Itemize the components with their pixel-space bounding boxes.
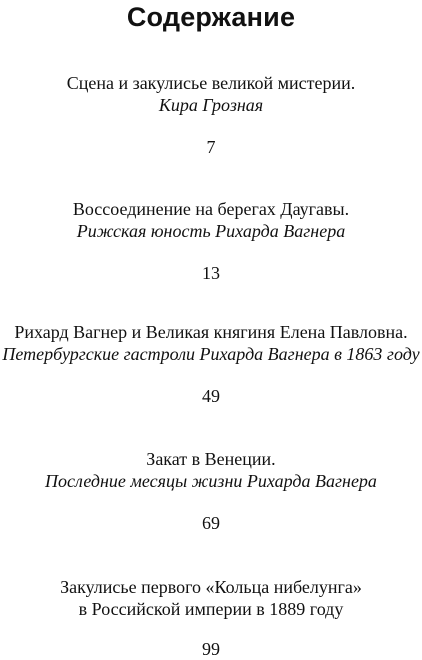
entry-subtitle: в Российской империи в 1889 году <box>78 599 344 619</box>
entry-heading: Сцена и закулисье великой мистерии. <box>66 73 356 93</box>
toc-entry <box>0 321 422 407</box>
entry-heading: Рихард Вагнер и Великая княгиня Елена Павловна. <box>14 322 408 342</box>
toc-entry <box>0 576 422 660</box>
entry-page-number: 49 <box>202 386 220 406</box>
entry-page-number: 7 <box>206 137 216 157</box>
entry-heading: Закат в Венеции. <box>146 449 276 469</box>
entry-subtitle: Последние месяцы жизни Рихарда Вагнера <box>45 471 377 491</box>
entry-subtitle: Петербургские гастроли Рихарда Вагнера в 1863 году <box>2 344 420 364</box>
entry-heading: Закулисье первого «Кольца нибелунга» <box>60 577 362 597</box>
page-title: Содержание <box>126 2 296 32</box>
entry-subtitle: Рижская юность Рихарда Вагнера <box>76 221 346 241</box>
entry-page-number: 13 <box>202 263 220 283</box>
entry-page-number: 69 <box>202 513 220 533</box>
entry-heading: Воссоединение на берегах Даугавы. <box>72 199 350 219</box>
entry-page-number: 99 <box>202 639 220 659</box>
toc-entry <box>0 448 422 534</box>
toc-entry <box>0 72 422 158</box>
entry-subtitle: Кира Грозная <box>158 95 264 115</box>
toc-entry <box>0 198 422 284</box>
